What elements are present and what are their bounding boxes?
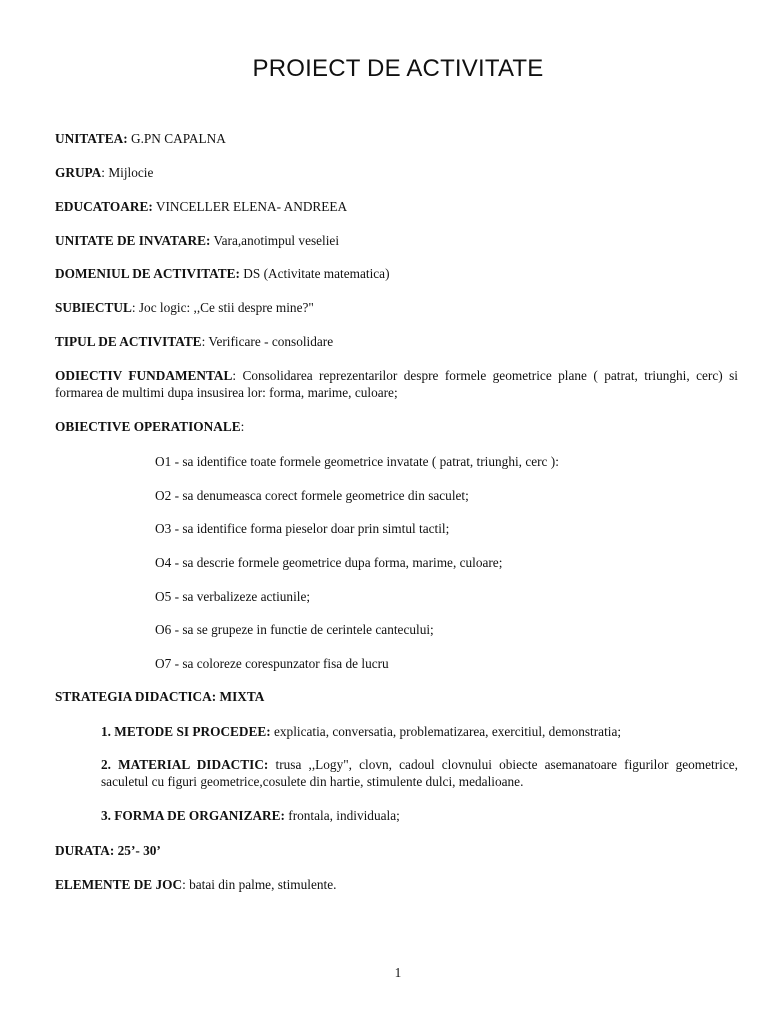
field-label: UNITATEA: [55,131,128,146]
field-value: G.PN CAPALNA [127,131,226,146]
field-value: VINCELLER ELENA- ANDREEA [152,199,348,214]
field-value: : Consolidarea reprezentarilor despre formele geometrice plane ( patrat, triunghi, cerc) si formarea de multimi dupa insusirea lor: forma, marime, culoare; [55,368,738,400]
objective-item: O5 - sa verbalizeze actiunile; [155,589,311,604]
field-label: SUBIECTUL [55,300,132,315]
objective-item: O6 - sa se grupeze in functie de cerintele cantecului; [155,622,434,637]
field-label: 1. METODE SI PROCEDEE: [101,724,271,739]
objective-item: O7 - sa coloreze corespunzator fisa de lucru [155,656,389,671]
page-title: PROIECT DE ACTIVITATE [252,55,544,82]
field-subiectul [55,299,738,316]
field-value: : Verificare - consolidare [201,334,334,349]
field-label: 2. MATERIAL DIDACTIC: [101,757,269,772]
field-value: : Mijlocie [101,165,154,180]
field-educatoare [55,198,738,215]
objective-item: O2 - sa denumeasca corect formele geometrice din saculet; [155,488,469,503]
field-unitate-invatare [55,232,738,249]
field-elemente-joc [55,876,738,893]
field-value: frontala, individuala; [284,808,400,823]
field-label: DOMENIUL DE ACTIVITATE: [55,266,240,281]
field-value: Vara,anotimpul veseliei [210,233,340,248]
field-label: DURATA: 25’- 30’ [55,843,161,858]
field-value: explicatia, conversatia, problematizarea, exercitiul, demonstratia; [270,724,622,739]
field-obiective-operationale [55,418,738,435]
objective-item: O1 - sa identifice toate formele geometrice invatate ( patrat, triunghi, cerc ): [155,454,559,469]
field-value: trusa ,,Logy", clovn, cadoul clovnului obiecte asemanatoare figurilor geometrice, saculetul cu figuri geometrice,cosulete din hartie, stimulente dulci, medalioane. [101,757,738,789]
field-label: UNITATE DE INVATARE: [55,233,211,248]
field-durata [55,842,738,859]
field-unitatea [55,130,738,147]
field-label: 3. FORMA DE ORGANIZARE: [101,808,285,823]
objective-item: O3 - sa identifice forma pieselor doar prin simtul tactil; [155,521,450,536]
strategy-material [101,756,738,790]
strategy-forma [101,807,738,824]
strategy-heading-text: STRATEGIA DIDACTICA: MIXTA [55,689,265,704]
field-label: EDUCATOARE: [55,199,153,214]
field-label: OBIECTIVE OPERATIONALE [55,419,241,434]
field-label: ELEMENTE DE JOC [55,877,183,892]
objective-item: O4 - sa descrie formele geometrice dupa forma, marime, culoare; [155,555,503,570]
strategy-heading [55,688,738,705]
field-value: : [240,419,245,434]
field-tipul [55,333,738,350]
strategy-metode [101,723,738,740]
field-value: DS (Activitate matematica) [239,266,390,281]
field-label: GRUPA [55,165,102,180]
field-value: : Joc logic: ,,Ce stii despre mine?" [131,300,314,315]
field-grupa [55,164,738,181]
field-label: TIPUL DE ACTIVITATE [55,334,202,349]
page-number: 1 [394,965,402,980]
field-domeniul [55,265,738,282]
field-value: : batai din palme, stimulente. [182,877,337,892]
field-obiectiv-fundamental [55,367,738,401]
field-label: ODIECTIV FUNDAMENTAL [55,368,233,383]
